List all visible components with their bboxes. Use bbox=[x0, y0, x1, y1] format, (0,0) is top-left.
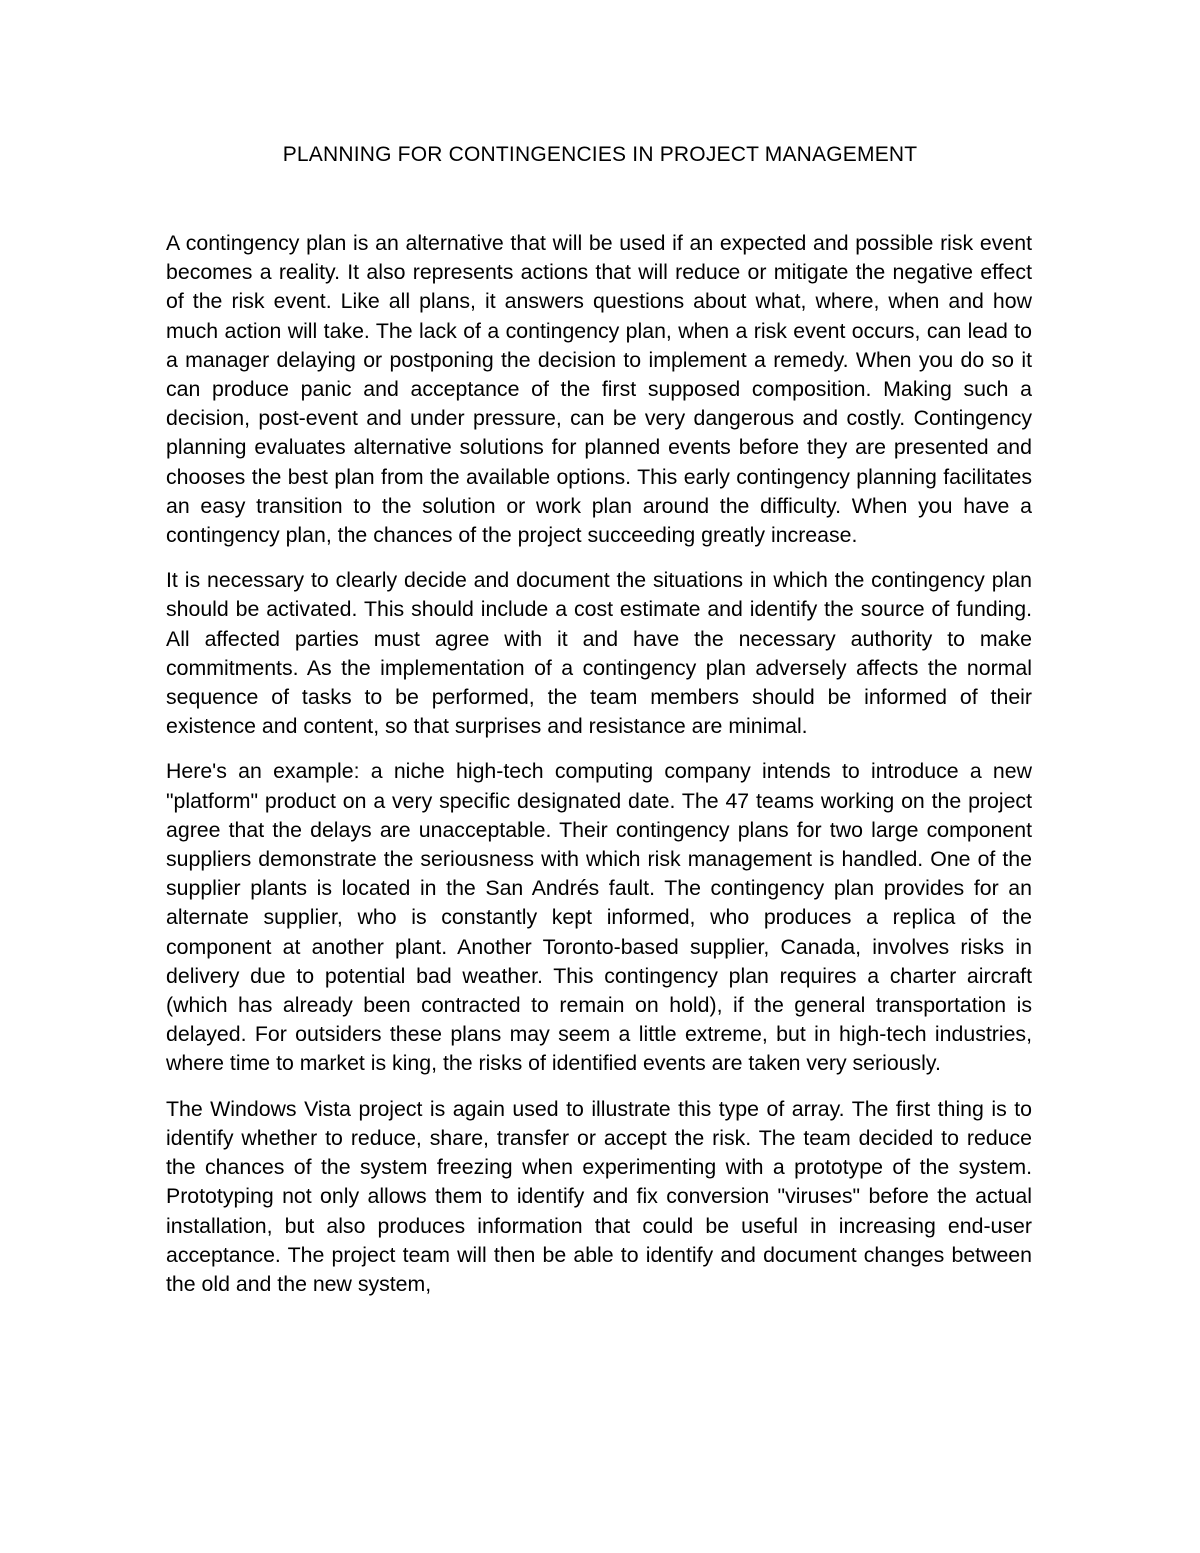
paragraph-4: The Windows Vista project is again used to illustrate this type of array. The first thing is to identify whether to reduce, share, transfer or accept the risk. The team decided to reduce the chances of the system freezing when experimenting with a prototype of the system. Prototyping not only allows them to identify and fix conversion "viruses" before the actual installation, but also produces information that could be useful in increasing end-user acceptance. The project team will then be able to identify and document changes between the old and the new system, bbox=[166, 1096, 1032, 1296]
paragraph-2: It is necessary to clearly decide and document the situations in which the contingency plan should be activated. This should include a cost estimate and identify the source of funding. All affected parties must agree with it and have the necessary authority to make commitments. As the implementation of a contingency plan adversely affects the normal sequence of tasks to be performed, the team members should be informed of their existence and content, so that surprises and resistance are minimal. bbox=[166, 568, 1032, 739]
paragraph-1: A contingency plan is an alternative that will be used if an expected and possible risk event becomes a reality. It also represents actions that will reduce or mitigate the negative effect of the risk event. Like all plans, it answers questions about what, where, when and how much action will take. The lack of a contingency plan, when a risk event occurs, can lead to a manager delaying or postponing the decision to implement a remedy. When you do so it can produce panic and acceptance of the first supposed composition. Making such a decision, post-event and under pressure, can be very dangerous and costly. Contingency planning evaluates alternative solutions for planned events before they are presented and chooses the best plan from the available options. This early contingency planning facilitates an easy transition to the solution or work plan around the difficulty. When you have a contingency plan, the chances of the project succeeding greatly increase. bbox=[166, 231, 1032, 548]
document-body bbox=[166, 229, 1032, 1315]
paragraph-3: Here's an example: a niche high-tech computing company intends to introduce a new "platform" product on a very specific designated date. The 47 teams working on the project agree that the delays are unacceptable. Their contingency plans for two large component suppliers demonstrate the seriousness with which risk management is handled. One of the supplier plants is located in the San Andrés fault. The contingency plan provides for an alternate supplier, who is constantly kept informed, who produces a replica of the component at another plant. Another Toronto-based supplier, Canada, involves risks in delivery due to potential bad weather. This contingency plan requires a charter aircraft (which has already been contracted to remain on hold), if the general transportation is delayed. For outsiders these plans may seem a little extreme, but in high-tech industries, where time to market is king, the risks of identified events are taken very seriously. bbox=[166, 759, 1032, 1076]
document-title: PLANNING FOR CONTINGENCIES IN PROJECT MANAGEMENT bbox=[282, 143, 918, 166]
